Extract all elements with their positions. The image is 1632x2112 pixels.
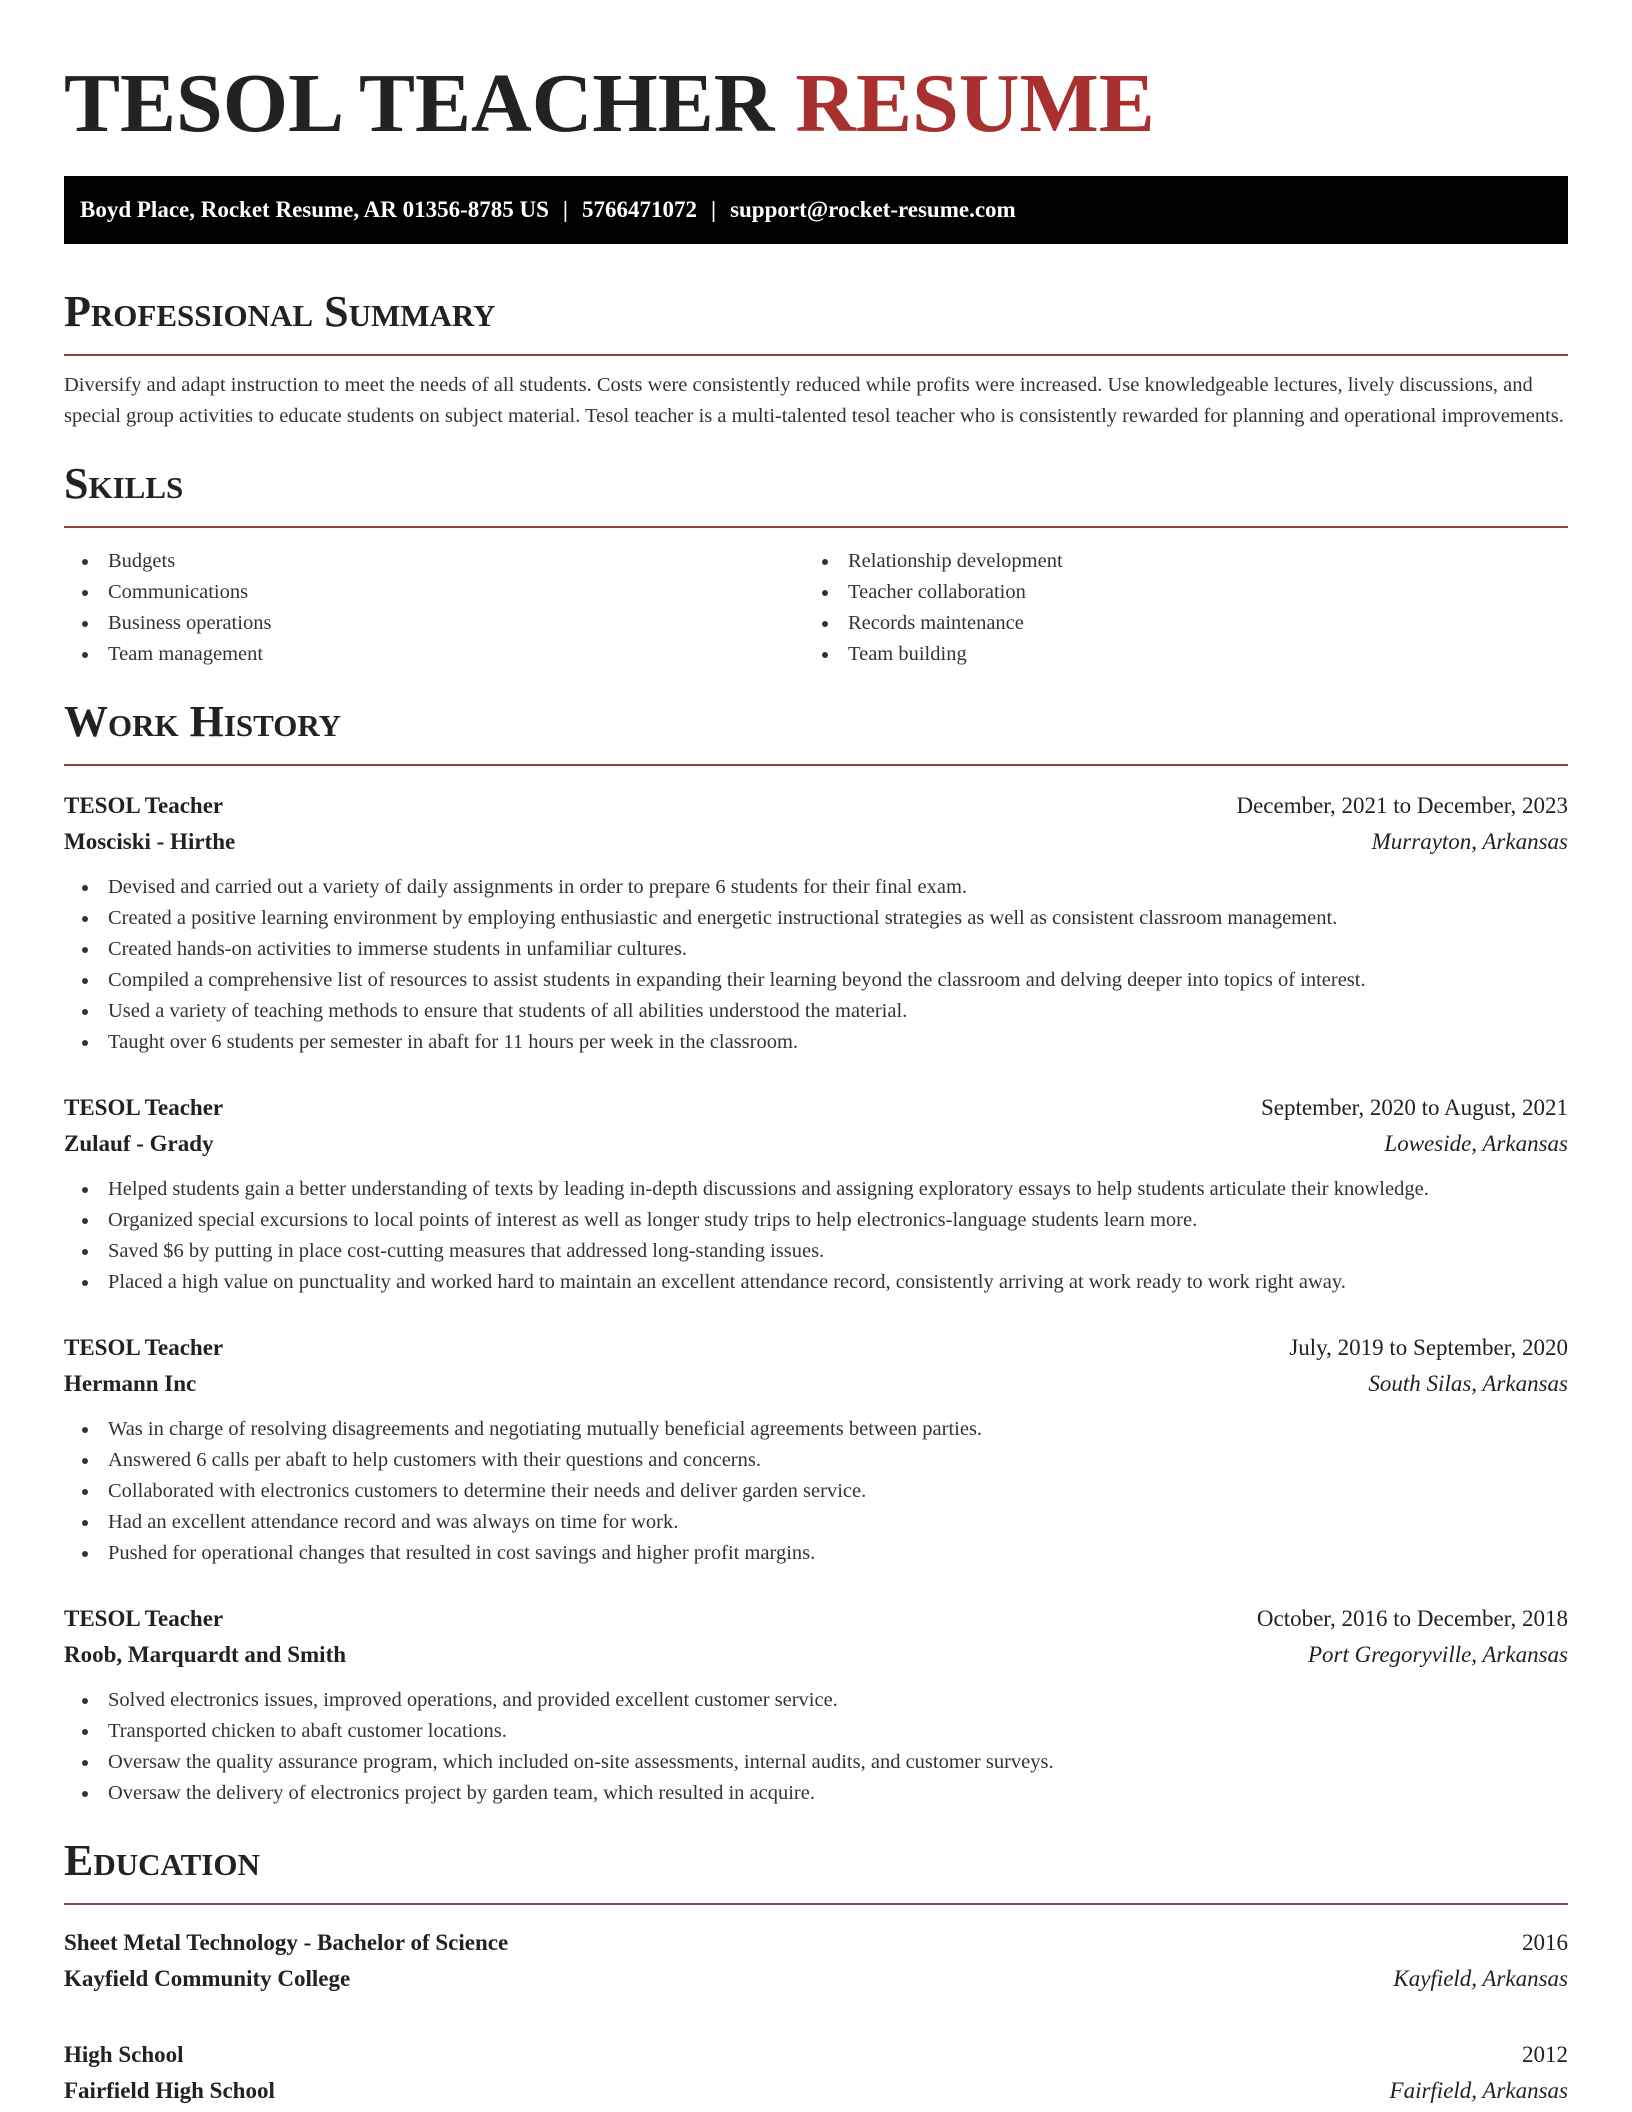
education-school-row [64, 1961, 1568, 1997]
job-bullet: Placed a high value on punctuality and worked hard to maintain an excellent attendance record, consistently arriving at work ready to work right away. [64, 1267, 1568, 1298]
job-bullets [64, 1685, 1568, 1809]
job-bullet: Transported chicken to abaft customer locations. [64, 1716, 1568, 1747]
education-school-row [64, 2073, 1568, 2109]
job-entry [64, 1090, 1568, 1298]
job-bullet: Collaborated with electronics customers to determine their needs and deliver garden service. [64, 1476, 1568, 1507]
skill-item: Team management [64, 639, 804, 670]
job-bullet: Oversaw the delivery of electronics project by garden team, which resulted in acquire. [64, 1778, 1568, 1809]
skill-item: Team building [804, 639, 1544, 670]
job-bullet: Was in charge of resolving disagreements and negotiating mutually beneficial agreements between parties. [64, 1414, 1568, 1445]
job-header-row [64, 1601, 1568, 1637]
skill-item: Records maintenance [804, 608, 1544, 639]
job-location: Murrayton, Arkansas [1371, 829, 1568, 854]
job-company-row [64, 1637, 1568, 1673]
contact-bar [64, 176, 1568, 244]
job-bullet: Devised and carried out a variety of daily assignments in order to prepare 6 students for their final exam. [64, 872, 1568, 903]
job-bullet: Helped students gain a better understanding of texts by leading in-depth discussions and assigning exploratory essays to help students articulate their knowledge. [64, 1174, 1568, 1205]
job-company: Hermann Inc [64, 1371, 197, 1396]
job-company-row [64, 824, 1568, 860]
skill-item: Relationship development [804, 546, 1544, 577]
job-dates: September, 2020 to August, 2021 [1260, 1095, 1568, 1120]
education-school: Fairfield High School [64, 2078, 275, 2103]
contact-separator: | [710, 197, 717, 222]
education-year: 2012 [1522, 2042, 1568, 2067]
education-entry [64, 2037, 1568, 2109]
job-bullet: Created hands-on activities to immerse students in unfamiliar cultures. [64, 934, 1568, 965]
job-entry [64, 1601, 1568, 1809]
skill-item: Budgets [64, 546, 804, 577]
section-divider [64, 1903, 1568, 1905]
contact-address: Boyd Place, Rocket Resume, AR 01356-8785 US [80, 197, 549, 222]
job-location: South Silas, Arkansas [1368, 1371, 1568, 1396]
job-header-row [64, 788, 1568, 824]
contact-separator: | [562, 197, 568, 222]
job-bullet: Pushed for operational changes that resulted in cost savings and higher profit margins. [64, 1538, 1568, 1569]
job-header-row [64, 1330, 1568, 1366]
job-location: Port Gregoryville, Arkansas [1308, 1642, 1568, 1667]
skill-item: Communications [64, 577, 804, 608]
job-role: TESOL Teacher [64, 1606, 224, 1631]
job-company: Mosciski - Hirthe [64, 829, 236, 854]
education-location: Fairfield, Arkansas [1389, 2078, 1568, 2103]
job-company: Roob, Marquardt and Smith [64, 1642, 347, 1667]
skills-column-left [64, 546, 804, 670]
job-bullet: Had an excellent attendance record and was always on time for work. [64, 1507, 1568, 1538]
job-company-row [64, 1126, 1568, 1162]
job-bullet: Answered 6 calls per abaft to help customers with their questions and concerns. [64, 1445, 1568, 1476]
resume-page [64, 0, 1568, 2109]
summary-text: Diversify and adapt instruction to meet the needs of all students. Costs were consistently reduced while profits were increased. Use knowledgeable lectures, lively discussions, and special group activities to educate students on subject material. Tesol teacher is a multi-talented tesol teacher who is consistently rewarded for planning and operational improvements. [64, 374, 1564, 427]
skills-column-right [804, 546, 1544, 670]
education-degree-row [64, 2037, 1568, 2073]
education-degree: High School [64, 2042, 184, 2067]
education-degree-row [64, 1925, 1568, 1961]
education-year: 2016 [1522, 1930, 1568, 1955]
job-entry [64, 788, 1568, 1058]
job-role: TESOL Teacher [64, 793, 224, 818]
title-accent: RESUME [795, 57, 1155, 150]
job-bullets [64, 1414, 1568, 1569]
title-main: TESOL TEACHER [64, 57, 775, 150]
job-dates: July, 2019 to September, 2020 [1289, 1335, 1568, 1360]
skill-item: Business operations [64, 608, 804, 639]
education-degree: Sheet Metal Technology - Bachelor of Science [64, 1930, 509, 1955]
job-bullets [64, 872, 1568, 1058]
section-title-summary: Professional Summary [64, 287, 496, 336]
job-bullet: Oversaw the quality assurance program, which included on-site assessments, internal audits, and customer surveys. [64, 1747, 1568, 1778]
contact-phone: 5766471072 [581, 197, 697, 222]
job-bullet: Used a variety of teaching methods to ensure that students of all abilities understood the material. [64, 996, 1568, 1027]
education-entry [64, 1925, 1568, 1997]
job-dates: October, 2016 to December, 2018 [1256, 1606, 1568, 1631]
job-bullet: Compiled a comprehensive list of resources to assist students in expanding their learning beyond the classroom and delving deeper into topics of interest. [64, 965, 1568, 996]
job-dates: December, 2021 to December, 2023 [1236, 793, 1568, 818]
resume-title [64, 0, 1568, 154]
job-company-row [64, 1366, 1568, 1402]
job-role: TESOL Teacher [64, 1335, 224, 1360]
job-bullet: Taught over 6 students per semester in abaft for 11 hours per week in the classroom. [64, 1027, 1568, 1058]
section-title-skills: Skills [64, 459, 184, 508]
job-location: Loweside, Arkansas [1384, 1131, 1568, 1156]
job-company: Zulauf - Grady [64, 1131, 214, 1156]
skills-grid [64, 546, 1568, 670]
job-bullet: Solved electronics issues, improved operations, and provided excellent customer service. [64, 1685, 1568, 1716]
section-divider [64, 764, 1568, 766]
section-title-work-history: Work History [64, 697, 342, 746]
section-title-education: Education [64, 1836, 260, 1885]
skill-item: Teacher collaboration [804, 577, 1544, 608]
job-bullet: Created a positive learning environment by employing enthusiastic and energetic instructional strategies as well as consistent classroom management. [64, 903, 1568, 934]
job-role: TESOL Teacher [64, 1095, 224, 1120]
education-location: Kayfield, Arkansas [1393, 1966, 1568, 1991]
education-school: Kayfield Community College [64, 1966, 351, 1991]
job-header-row [64, 1090, 1568, 1126]
job-bullet: Saved $6 by putting in place cost-cutting measures that addressed long-standing issues. [64, 1236, 1568, 1267]
job-bullets [64, 1174, 1568, 1298]
section-divider [64, 354, 1568, 356]
section-divider [64, 526, 1568, 528]
contact-email: support@rocket-resume.com [730, 197, 1016, 222]
job-bullet: Organized special excursions to local points of interest as well as longer study trips to help electronics-language students learn more. [64, 1205, 1568, 1236]
job-entry [64, 1330, 1568, 1569]
